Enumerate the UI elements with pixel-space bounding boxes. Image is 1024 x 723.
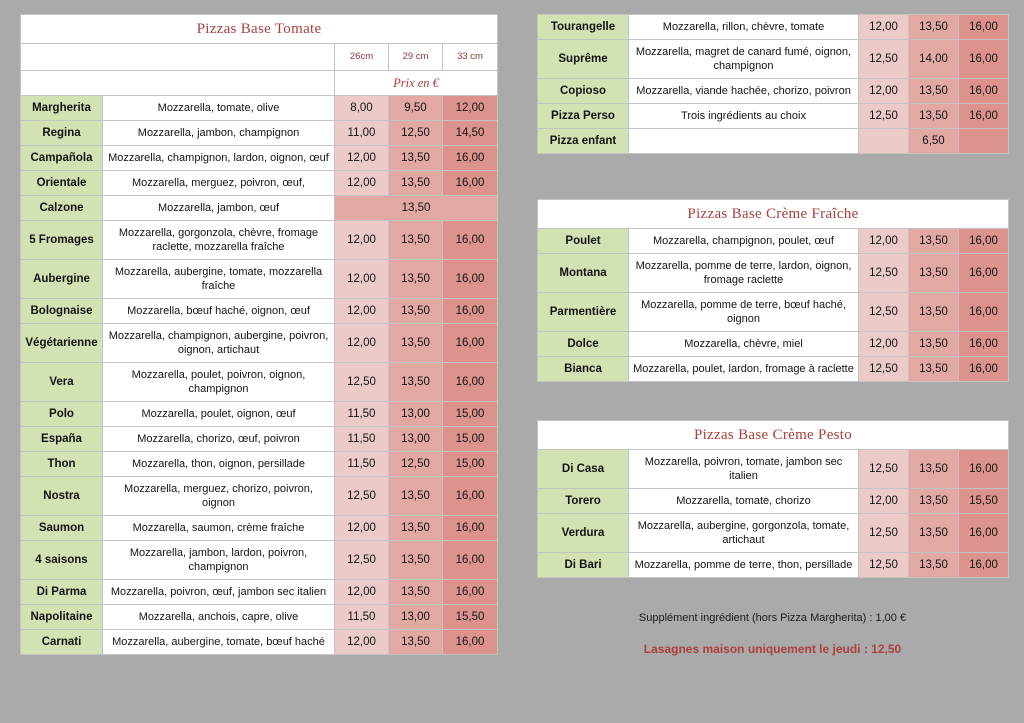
pizza-ingredients: Mozzarella, pomme de terre, thon, persillade (629, 553, 859, 578)
pizza-row (538, 553, 1009, 578)
pizza-name: Verdura (538, 514, 629, 553)
pizza-price-size-2: 13,50 (909, 553, 959, 578)
pizza-ingredients: Mozzarella, jambon, œuf (103, 196, 335, 221)
pizza-price-size-1: 12,50 (859, 293, 909, 332)
pizza-ingredients: Mozzarella, chèvre, miel (629, 332, 859, 357)
table-title-row (538, 421, 1009, 450)
size-label-29: 29 cm (389, 44, 443, 71)
pizza-ingredients: Mozzarella, chorizo, œuf, poivron (103, 427, 335, 452)
pizza-price-size-2: 13,50 (389, 516, 443, 541)
pizza-row (21, 452, 498, 477)
pizza-price-size-1: 12,50 (859, 254, 909, 293)
pizza-row (21, 221, 498, 260)
pizza-row (21, 299, 498, 324)
pizza-row (21, 580, 498, 605)
size-label-26: 26cm (335, 44, 389, 71)
pizza-name: Dolce (538, 332, 629, 357)
pizza-price-size-3: 16,00 (959, 514, 1009, 553)
pizza-price-size-3: 16,00 (443, 260, 498, 299)
pizza-price-all-sizes: 13,50 (335, 196, 498, 221)
pizza-row (538, 514, 1009, 553)
pizza-row (21, 146, 498, 171)
pizza-row (21, 541, 498, 580)
size-label-33: 33 cm (443, 44, 498, 71)
pizza-price-size-2: 13,50 (909, 15, 959, 40)
pizza-price-size-1: 11,00 (335, 121, 389, 146)
pizza-ingredients: Mozzarella, jambon, champignon (103, 121, 335, 146)
pizza-name: Végétarienne (21, 324, 103, 363)
pizza-row (538, 229, 1009, 254)
pizza-price-size-3: 15,00 (443, 427, 498, 452)
pizza-ingredients: Mozzarella, aubergine, gorgonzola, tomate, artichaut (629, 514, 859, 553)
pizza-price-size-2: 12,50 (389, 121, 443, 146)
pizza-price-size-1: 12,50 (335, 477, 389, 516)
pizza-price-size-2: 13,50 (389, 299, 443, 324)
pizza-row (21, 516, 498, 541)
pizza-price-size-2: 14,00 (909, 40, 959, 79)
pizza-name: Napolitaine (21, 605, 103, 630)
pizza-ingredients: Mozzarella, champignon, aubergine, poivron, oignon, artichaut (103, 324, 335, 363)
pizza-price-size-1: 12,00 (859, 489, 909, 514)
pizza-price-size-1: 12,50 (859, 514, 909, 553)
pizza-price-size-2: 13,50 (389, 363, 443, 402)
pizza-row (538, 489, 1009, 514)
pizza-price-size-1: 12,50 (859, 357, 909, 382)
pizza-name: Calzone (21, 196, 103, 221)
pizza-name: Bianca (538, 357, 629, 382)
pizza-name: Bolognaise (21, 299, 103, 324)
pizza-name: 5 Fromages (21, 221, 103, 260)
pizza-price-size-3: 16,00 (443, 630, 498, 655)
lasagnes-note: Lasagnes maison uniquement le jeudi : 12,50 (643, 642, 902, 656)
pizza-price-size-2: 13,50 (909, 254, 959, 293)
pizza-row (538, 293, 1009, 332)
pizza-name: Pizza Perso (538, 104, 629, 129)
pizza-ingredients: Mozzarella, magret de canard fumé, oignon, champignon (629, 40, 859, 79)
pizza-row (538, 332, 1009, 357)
pizza-price-size-3: 15,50 (443, 605, 498, 630)
pizza-ingredients: Mozzarella, gorgonzola, chèvre, fromage raclette, mozzarella fraîche (103, 221, 335, 260)
pizza-price-size-2: 13,50 (909, 104, 959, 129)
pizza-price-size-1: 12,50 (859, 40, 909, 79)
table-pizzas-base-creme-pesto (537, 420, 1009, 578)
pizza-ingredients: Mozzarella, saumon, crème fraîche (103, 516, 335, 541)
pizza-row (538, 15, 1009, 40)
pizza-price-size-2: 13,50 (389, 146, 443, 171)
pizza-name: Regina (21, 121, 103, 146)
pizza-row (21, 196, 498, 221)
pizza-price-size-1: 12,00 (859, 332, 909, 357)
pizza-price-size-3: 16,00 (443, 146, 498, 171)
pizza-price-size-3: 15,50 (959, 489, 1009, 514)
pizza-price-size-1: 11,50 (335, 402, 389, 427)
pizza-price-size-2: 13,50 (389, 324, 443, 363)
pizza-name: Torero (538, 489, 629, 514)
pizza-price-size-2: 13,00 (389, 427, 443, 452)
pizza-price-size-3: 16,00 (959, 357, 1009, 382)
pizza-name: Tourangelle (538, 15, 629, 40)
table-pizzas-base-tomate (20, 14, 498, 655)
pizza-price-size-3: 16,00 (443, 477, 498, 516)
pizza-name: Margherita (21, 96, 103, 121)
pizza-price-size-1: 12,00 (859, 15, 909, 40)
table-title-row (21, 15, 498, 44)
pizza-price-size-3: 12,00 (443, 96, 498, 121)
table-pizzas-base-tomate-continued (537, 14, 1009, 154)
pizza-price-size-3: 16,00 (959, 104, 1009, 129)
pizza-price-size-2: 13,00 (389, 605, 443, 630)
pizza-price-size-2: 13,50 (389, 171, 443, 196)
pizza-price-size-1: 11,50 (335, 427, 389, 452)
pizza-price-size-1: 12,50 (859, 104, 909, 129)
pizza-name: Poulet (538, 229, 629, 254)
pizza-ingredients: Mozzarella, aubergine, tomate, mozzarella fraîche (103, 260, 335, 299)
pizza-price-size-1: 12,00 (335, 580, 389, 605)
pizza-ingredients: Mozzarella, pomme de terre, bœuf haché, oignon (629, 293, 859, 332)
pizza-price-size-3: 16,00 (443, 541, 498, 580)
pizza-price-size-3 (959, 129, 1009, 154)
pizza-price-size-2: 13,50 (389, 477, 443, 516)
price-unit-note: Prix en € (335, 71, 498, 96)
pizza-price-size-3: 16,00 (959, 254, 1009, 293)
pizza-name: Pizza enfant (538, 129, 629, 154)
pizza-name: 4 saisons (21, 541, 103, 580)
pizza-price-size-1: 12,00 (335, 260, 389, 299)
pizza-price-size-3: 16,00 (959, 332, 1009, 357)
table-title: Pizzas Base Crème Pesto (538, 421, 1009, 450)
pizza-row (538, 40, 1009, 79)
pizza-price-size-1: 12,00 (335, 324, 389, 363)
pizza-name: Thon (21, 452, 103, 477)
pizza-ingredients: Mozzarella, tomate, olive (103, 96, 335, 121)
pizza-price-size-2: 13,50 (389, 221, 443, 260)
pizza-price-size-2: 13,50 (909, 229, 959, 254)
pizza-rows-creme-fraiche (538, 229, 1009, 382)
table-title: Pizzas Base Crème Fraîche (538, 200, 1009, 229)
pizza-row (538, 254, 1009, 293)
pizza-name: Di Parma (21, 580, 103, 605)
pizza-price-size-3: 16,00 (959, 450, 1009, 489)
pizza-price-size-2: 13,50 (389, 260, 443, 299)
pizza-row (538, 104, 1009, 129)
pizza-rows-tomate (21, 96, 498, 655)
pizza-row (21, 363, 498, 402)
pizza-name: Suprême (538, 40, 629, 79)
table-pizzas-base-creme-fraiche (537, 199, 1009, 382)
pizza-row (21, 402, 498, 427)
pizza-price-size-1: 12,00 (859, 79, 909, 104)
pizza-price-size-1: 11,50 (335, 605, 389, 630)
pizza-price-size-3: 16,00 (959, 553, 1009, 578)
pizza-price-size-3: 16,00 (959, 40, 1009, 79)
pizza-price-size-2: 13,50 (909, 489, 959, 514)
pizza-ingredients: Mozzarella, poivron, œuf, jambon sec italien (103, 580, 335, 605)
pizza-row (21, 121, 498, 146)
pizza-price-size-2: 13,50 (389, 541, 443, 580)
pizza-row (21, 427, 498, 452)
pizza-price-size-1: 12,00 (335, 630, 389, 655)
pizza-price-size-2: 13,50 (909, 514, 959, 553)
pizza-price-size-1: 8,00 (335, 96, 389, 121)
pizza-name: Carnati (21, 630, 103, 655)
pizza-ingredients: Trois ingrédients au choix (629, 104, 859, 129)
pizza-price-size-1: 12,50 (859, 450, 909, 489)
pizza-price-size-1: 11,50 (335, 452, 389, 477)
pizza-price-size-1: 12,00 (335, 221, 389, 260)
pizza-price-size-2: 13,50 (389, 630, 443, 655)
pizza-price-size-3: 16,00 (443, 171, 498, 196)
pizza-name: Di Casa (538, 450, 629, 489)
pizza-price-size-1: 12,00 (335, 516, 389, 541)
pizza-price-size-1: 12,00 (335, 171, 389, 196)
pizza-name: Copioso (538, 79, 629, 104)
pizza-price-size-2: 13,00 (389, 402, 443, 427)
pizza-ingredients: Mozzarella, tomate, chorizo (629, 489, 859, 514)
pizza-price-size-3: 16,00 (443, 363, 498, 402)
table-title: Pizzas Base Tomate (21, 15, 498, 44)
table-title-row (538, 200, 1009, 229)
pizza-price-size-3: 16,00 (959, 293, 1009, 332)
pizza-ingredients: Mozzarella, pomme de terre, lardon, oignon, fromage raclette (629, 254, 859, 293)
pizza-row (538, 357, 1009, 382)
blank-cell (21, 71, 335, 96)
pizza-ingredients (629, 129, 859, 154)
pizza-row (21, 477, 498, 516)
pizza-price-size-2: 13,50 (909, 450, 959, 489)
pizza-price-size-3: 16,00 (443, 324, 498, 363)
pizza-name: Polo (21, 402, 103, 427)
pizza-price-size-3: 16,00 (443, 516, 498, 541)
pizza-ingredients: Mozzarella, merguez, chorizo, poivron, oignon (103, 477, 335, 516)
pizza-price-size-1: 12,50 (859, 553, 909, 578)
pizza-ingredients: Mozzarella, aubergine, tomate, bœuf haché (103, 630, 335, 655)
pizza-price-size-1 (859, 129, 909, 154)
price-note-row (21, 71, 498, 96)
pizza-price-size-1: 12,00 (335, 146, 389, 171)
pizza-row (538, 450, 1009, 489)
pizza-ingredients: Mozzarella, jambon, lardon, poivron, champignon (103, 541, 335, 580)
pizza-price-size-3: 16,00 (443, 221, 498, 260)
pizza-price-size-3: 15,00 (443, 402, 498, 427)
pizza-price-size-2: 9,50 (389, 96, 443, 121)
pizza-rows-tomate-continued (538, 15, 1009, 154)
pizza-price-size-3: 16,00 (443, 580, 498, 605)
pizza-name: Aubergine (21, 260, 103, 299)
pizza-row (21, 96, 498, 121)
pizza-row (21, 324, 498, 363)
pizza-ingredients: Mozzarella, bœuf haché, oignon, œuf (103, 299, 335, 324)
pizza-row (538, 129, 1009, 154)
pizza-name: Nostra (21, 477, 103, 516)
pizza-price-size-1: 12,00 (859, 229, 909, 254)
pizza-ingredients: Mozzarella, champignon, poulet, œuf (629, 229, 859, 254)
pizza-price-size-3: 16,00 (443, 299, 498, 324)
pizza-ingredients: Mozzarella, poulet, lardon, fromage à raclette (629, 357, 859, 382)
pizza-price-size-2: 13,50 (909, 293, 959, 332)
pizza-ingredients: Mozzarella, anchois, capre, olive (103, 605, 335, 630)
pizza-name: Montana (538, 254, 629, 293)
pizza-ingredients: Mozzarella, poulet, poivron, oignon, champignon (103, 363, 335, 402)
pizza-ingredients: Mozzarella, poivron, tomate, jambon sec italien (629, 450, 859, 489)
pizza-ingredients: Mozzarella, thon, oignon, persillade (103, 452, 335, 477)
pizza-price-size-3: 16,00 (959, 229, 1009, 254)
pizza-price-size-1: 12,50 (335, 363, 389, 402)
pizza-ingredients: Mozzarella, poulet, oignon, œuf (103, 402, 335, 427)
pizza-price-size-2: 13,50 (909, 332, 959, 357)
pizza-row (21, 260, 498, 299)
pizza-price-size-3: 16,00 (959, 79, 1009, 104)
pizza-name: España (21, 427, 103, 452)
pizza-name: Orientale (21, 171, 103, 196)
pizza-price-size-1: 12,50 (335, 541, 389, 580)
pizza-ingredients: Mozzarella, rillon, chèvre, tomate (629, 15, 859, 40)
pizza-price-size-2: 13,50 (909, 357, 959, 382)
pizza-name: Parmentière (538, 293, 629, 332)
size-header-row (21, 44, 498, 71)
pizza-row (21, 171, 498, 196)
supplement-note: Supplément ingrédient (hors Pizza Margherita) : 1,00 € (638, 612, 907, 624)
pizza-ingredients: Mozzarella, viande hachée, chorizo, poivron (629, 79, 859, 104)
pizza-price-size-3: 16,00 (959, 15, 1009, 40)
blank-cell (21, 44, 335, 71)
pizza-name: Vera (21, 363, 103, 402)
pizza-name: Saumon (21, 516, 103, 541)
pizza-price-size-2: 13,50 (909, 79, 959, 104)
pizza-price-size-2: 13,50 (389, 580, 443, 605)
pizza-price-size-2: 6,50 (909, 129, 959, 154)
pizza-ingredients: Mozzarella, champignon, lardon, oignon, œuf (103, 146, 335, 171)
pizza-price-size-1: 12,00 (335, 299, 389, 324)
pizza-price-size-2: 12,50 (389, 452, 443, 477)
pizza-price-size-3: 15,00 (443, 452, 498, 477)
pizza-row (21, 605, 498, 630)
pizza-price-size-3: 14,50 (443, 121, 498, 146)
pizza-name: Di Bari (538, 553, 629, 578)
pizza-rows-creme-pesto (538, 450, 1009, 578)
pizza-ingredients: Mozzarella, merguez, poivron, œuf, (103, 171, 335, 196)
pizza-row (21, 630, 498, 655)
pizza-row (538, 79, 1009, 104)
pizza-name: Campañola (21, 146, 103, 171)
